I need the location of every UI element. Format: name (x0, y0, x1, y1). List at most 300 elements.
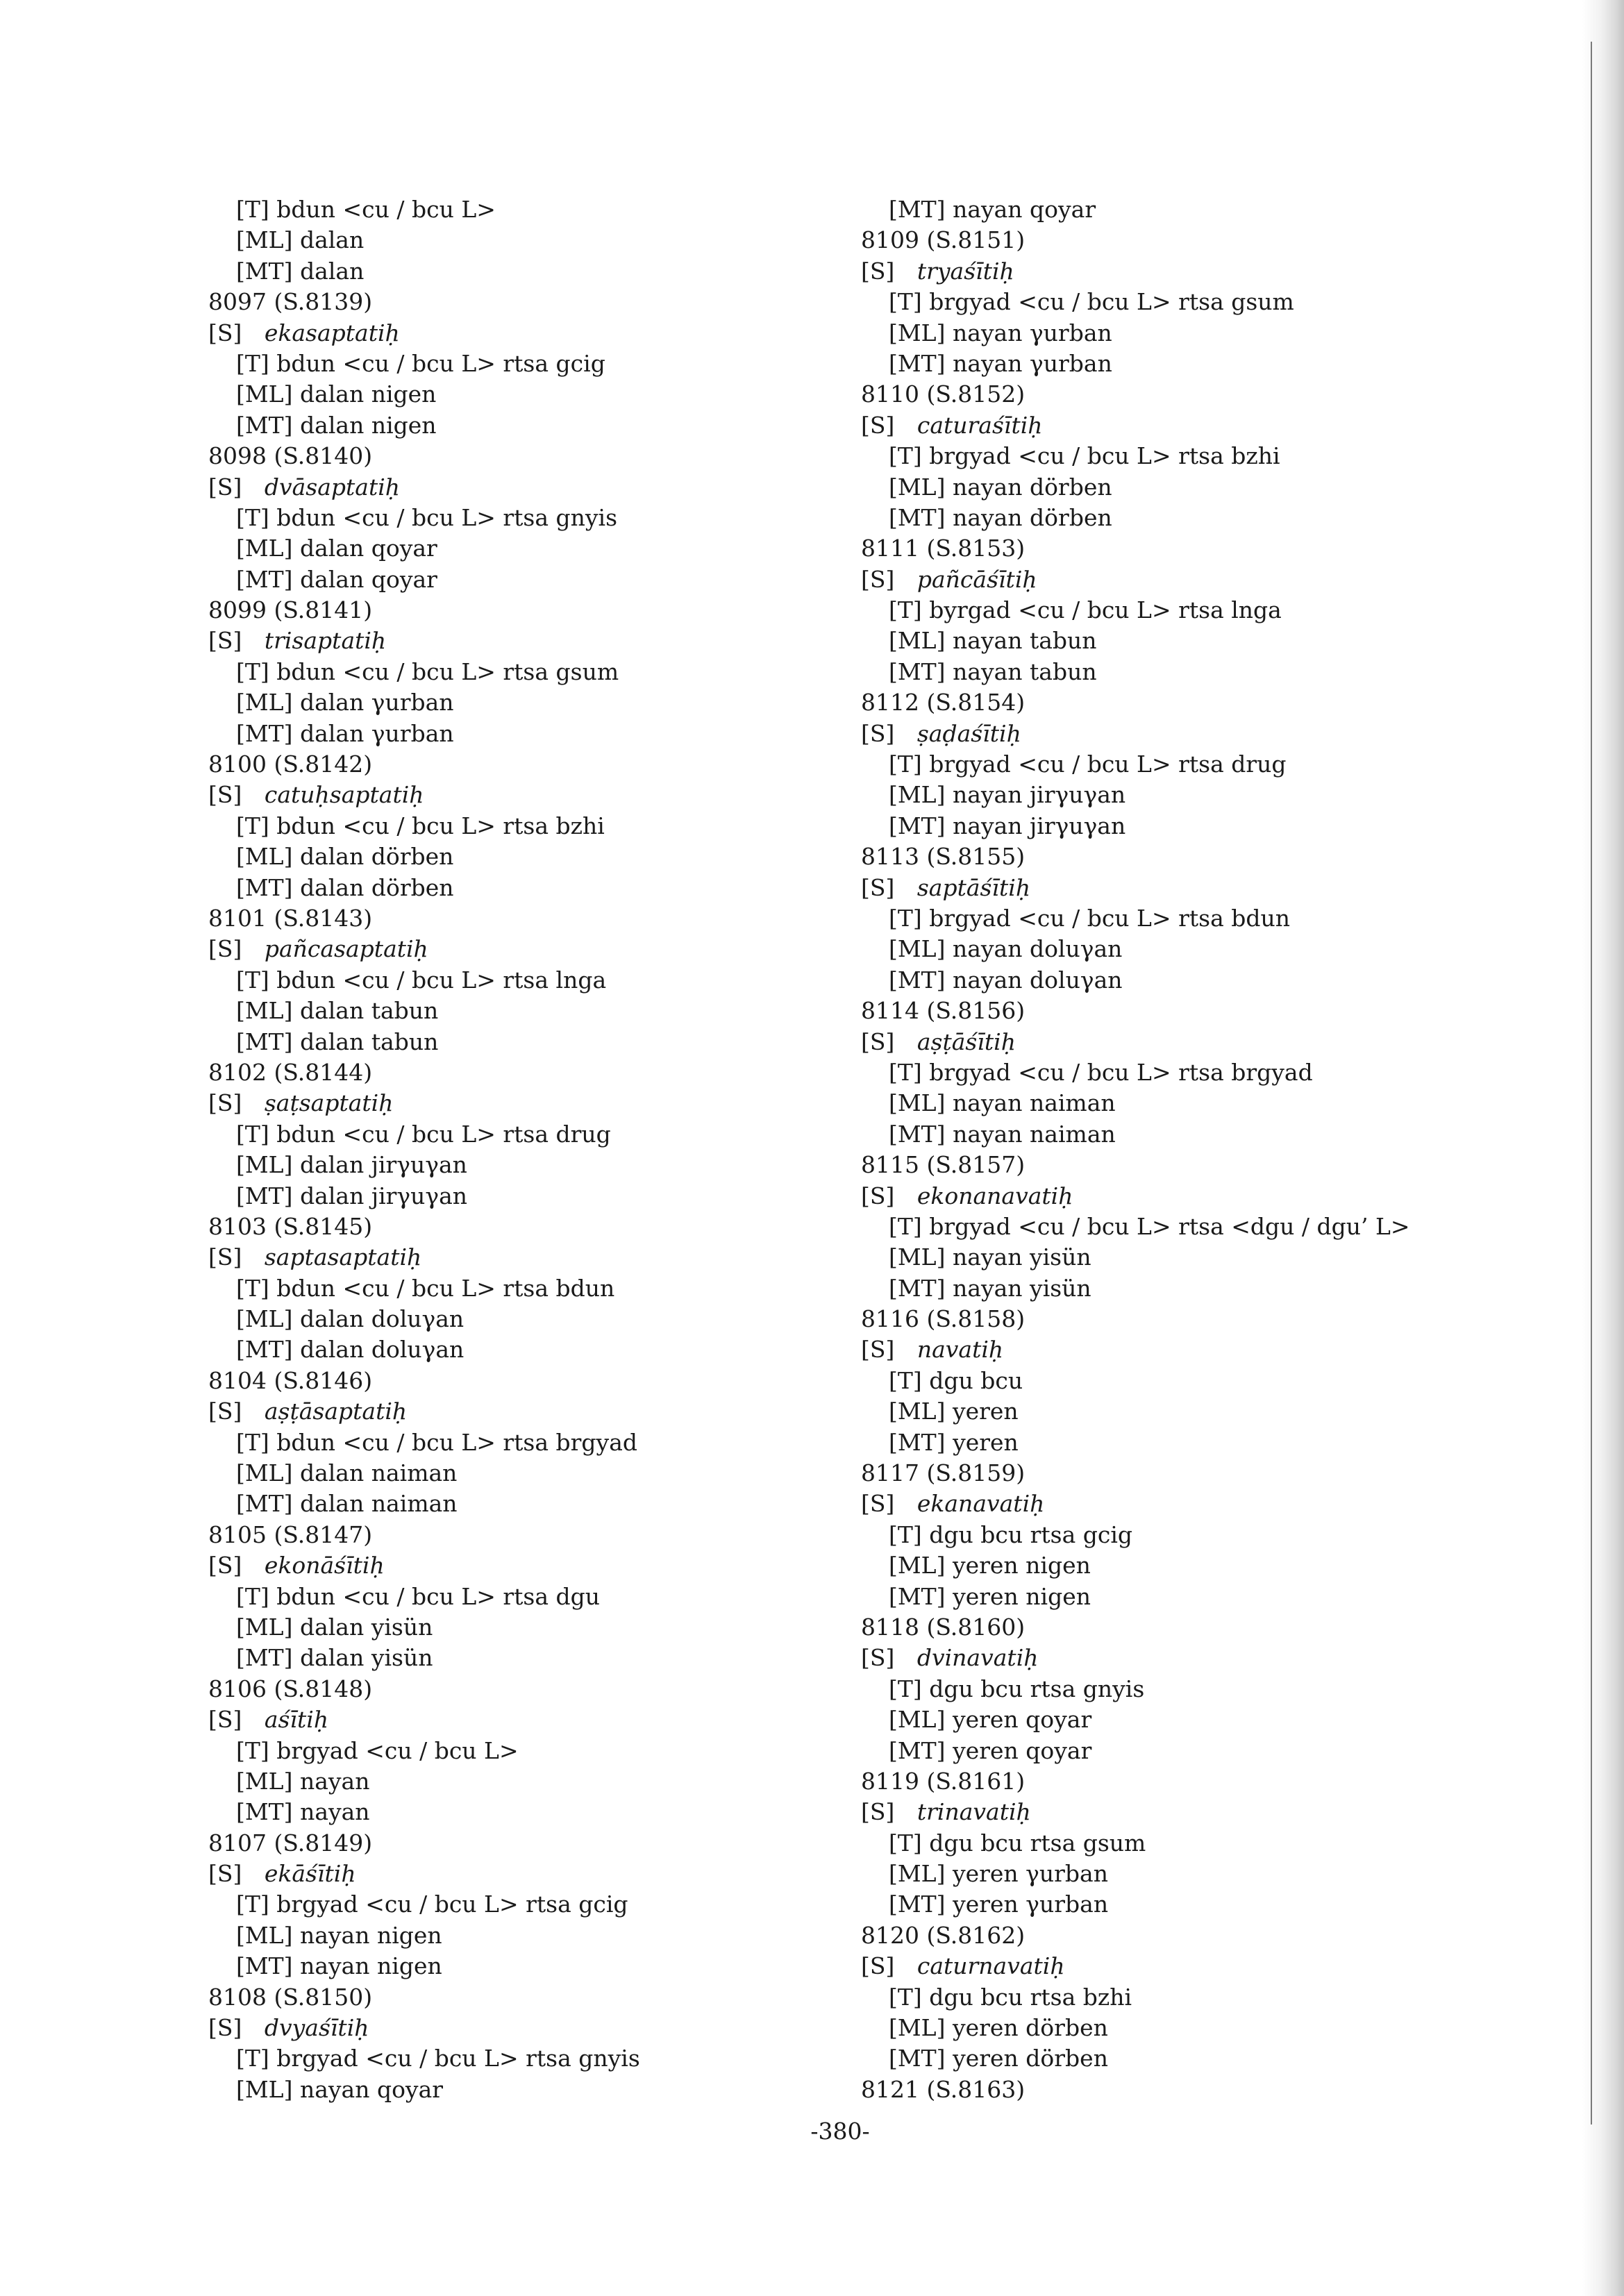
translation-term: dalan doluγan (300, 1336, 464, 1364)
sanskrit-term: saptāśītiḥ (916, 873, 1031, 901)
language-tag: [S] (208, 1089, 242, 1117)
translation-line (208, 873, 903, 903)
translation-line (208, 225, 903, 255)
language-tag: [ML] (889, 319, 946, 346)
entry-number: 8109 (S.8151) (861, 226, 1026, 254)
sanskrit-term: dvinavatiḥ (916, 1644, 1039, 1672)
language-tag: [MT] (889, 503, 946, 531)
translation-term: bdun <cu / bcu L> rtsa bzhi (276, 812, 605, 839)
entry-number: 8112 (S.8154) (861, 689, 1026, 717)
translation-line (861, 1550, 1555, 1581)
translation-term: nayan γurban (952, 319, 1112, 346)
translation-term: yeren dörben (952, 2014, 1108, 2042)
sanskrit-term: ekonanavatiḥ (916, 1182, 1073, 1209)
translation-line (208, 533, 903, 564)
translation-term: dgu bcu (929, 1366, 1023, 1394)
translation-line (861, 1212, 1555, 1242)
translation-line (208, 1951, 903, 1981)
language-tag: [T] (236, 1120, 269, 1148)
language-tag: [T] (236, 2045, 269, 2072)
translation-term: brgyad <cu / bcu L> rtsa bzhi (929, 442, 1280, 470)
language-tag: [MT] (236, 1336, 293, 1364)
language-tag: [ML] (236, 1921, 293, 1949)
translation-term: yeren nigen (952, 1552, 1091, 1579)
sanskrit-term: dvyaśītiḥ (264, 2014, 369, 2042)
sanskrit-line (208, 1550, 903, 1581)
translation-line (861, 934, 1555, 964)
language-tag: [T] (236, 196, 269, 223)
translation-line (208, 1736, 903, 1766)
translation-line (208, 996, 903, 1026)
page-number: -380- (810, 2118, 870, 2145)
translation-line (208, 1889, 903, 1920)
translation-line (208, 1334, 903, 1365)
language-tag: [T] (889, 596, 922, 624)
language-tag: [MT] (236, 1182, 293, 1209)
language-tag: [MT] (889, 812, 946, 839)
language-tag: [S] (861, 1336, 895, 1364)
language-tag: [MT] (236, 1644, 293, 1672)
translation-line (208, 1027, 903, 1057)
entry-number: 8116 (S.8158) (861, 1305, 1026, 1333)
language-tag: [ML] (236, 997, 293, 1025)
translation-term: bdun <cu / bcu L> rtsa gnyis (276, 503, 618, 531)
right-column (861, 194, 1555, 2105)
translation-line (861, 2043, 1555, 2074)
entry-number: 8107 (S.8149) (208, 1829, 373, 1857)
language-tag: [T] (889, 1675, 922, 1702)
sanskrit-term: ṣaṭsaptatiḥ (264, 1089, 394, 1117)
language-tag: [S] (861, 257, 895, 285)
language-tag: [MT] (236, 1490, 293, 1518)
translation-line (861, 1366, 1555, 1396)
language-tag: [T] (236, 812, 269, 839)
translation-term: nayan tabun (952, 627, 1097, 655)
language-tag: [ML] (889, 473, 946, 501)
language-tag: [T] (236, 1274, 269, 1302)
sanskrit-term: catuḥsaptatiḥ (264, 781, 424, 809)
entry-number: 8113 (S.8155) (861, 843, 1026, 871)
language-tag: [S] (861, 1182, 895, 1209)
translation-term: dalan jirγuγan (299, 1151, 467, 1179)
translation-line (208, 687, 903, 718)
translation-term: brgyad <cu / bcu L> rtsa <dgu / dgu’ L> (929, 1212, 1410, 1240)
language-tag: [T] (889, 751, 922, 778)
language-tag: [ML] (889, 1552, 946, 1579)
translation-term: yeren nigen (953, 1582, 1091, 1610)
entry-number: 8110 (S.8152) (861, 380, 1026, 408)
language-tag: [T] (889, 442, 922, 470)
sanskrit-line (861, 873, 1555, 903)
language-tag: [S] (208, 1552, 242, 1579)
language-tag: [S] (208, 1706, 242, 1734)
translation-term: brgyad <cu / bcu L> rtsa gsum (929, 288, 1294, 316)
translation-line (208, 719, 903, 749)
translation-term: dgu bcu rtsa gnyis (929, 1675, 1145, 1702)
language-tag: [MT] (236, 873, 293, 901)
language-tag: [S] (861, 1952, 895, 1980)
sanskrit-term: caturaśītiḥ (916, 411, 1043, 439)
translation-line (208, 503, 903, 533)
language-tag: [ML] (236, 226, 293, 254)
translation-term: nayan yisün (952, 1243, 1091, 1271)
translation-line (861, 441, 1555, 471)
language-tag: [T] (889, 904, 922, 932)
translation-term: nayan dörben (952, 473, 1112, 501)
entry-number: 8101 (S.8143) (208, 904, 373, 932)
sanskrit-term: tryaśītiḥ (916, 257, 1014, 285)
language-tag: [T] (236, 966, 269, 994)
translation-term: yeren (953, 1428, 1019, 1456)
translation-line (208, 811, 903, 841)
translation-line (208, 1119, 903, 1150)
sanskrit-line (208, 1242, 903, 1273)
translation-line (861, 1828, 1555, 1859)
language-tag: [S] (208, 627, 242, 655)
translation-line (861, 595, 1555, 626)
translation-line (861, 318, 1555, 349)
translation-term: nayan nigen (300, 1952, 442, 1980)
translation-term: bdun <cu / bcu L> rtsa bdun (276, 1274, 615, 1302)
translation-term: dalan nigen (300, 411, 437, 439)
entry-number: 8114 (S.8156) (861, 997, 1026, 1025)
sanskrit-line (861, 719, 1555, 749)
language-tag: [ML] (889, 781, 946, 809)
translation-term: byrgad <cu / bcu L> rtsa lnga (929, 596, 1282, 624)
translation-term: brgyad <cu / bcu L> (276, 1736, 519, 1764)
page-edge-line (1591, 42, 1592, 2125)
sanskrit-line (208, 1088, 903, 1118)
translation-term: dalan yisün (299, 1613, 433, 1641)
translation-line (861, 1582, 1555, 1612)
language-tag: [T] (889, 1983, 922, 2011)
translation-line (861, 1520, 1555, 1550)
sanskrit-term: trisaptatiḥ (264, 627, 387, 655)
language-tag: [ML] (889, 1243, 946, 1271)
language-tag: [MT] (889, 1891, 946, 1918)
translation-line (208, 1797, 903, 1827)
sanskrit-line (208, 780, 903, 810)
translation-line (208, 1458, 903, 1489)
translation-term: yeren γurban (952, 1860, 1108, 1888)
language-tag: [ML] (889, 1089, 946, 1117)
translation-term: dgu bcu rtsa gcig (929, 1520, 1133, 1548)
language-tag: [ML] (889, 627, 946, 655)
translation-term: dalan tabun (299, 997, 439, 1025)
translation-term: nayan jirγuγan (952, 781, 1126, 809)
language-tag: [ML] (236, 1459, 293, 1487)
language-tag: [MT] (889, 2045, 946, 2072)
translation-term: dalan γurban (299, 689, 454, 717)
sanskrit-term: ekāśītiḥ (264, 1860, 356, 1888)
language-tag: [T] (236, 657, 269, 685)
entry-number: 8099 (S.8141) (208, 596, 373, 624)
translation-line (861, 1396, 1555, 1427)
sanskrit-term: aṣṭāśītiḥ (916, 1028, 1016, 1055)
translation-term: brgyad <cu / bcu L> rtsa drug (929, 751, 1287, 778)
language-tag: [S] (861, 719, 895, 747)
language-tag: [MT] (889, 349, 946, 377)
language-tag: [T] (236, 349, 269, 377)
translation-line (208, 194, 903, 225)
language-tag: [ML] (236, 1767, 293, 1795)
sanskrit-line (208, 1396, 903, 1427)
translation-line (861, 811, 1555, 841)
language-tag: [S] (208, 319, 242, 346)
translation-term: brgyad <cu / bcu L> rtsa gnyis (276, 2045, 640, 2072)
translation-term: dalan jirγuγan (300, 1182, 468, 1209)
sanskrit-line (208, 626, 903, 656)
translation-term: nayan naiman (952, 1089, 1116, 1117)
sanskrit-term: caturnavatiḥ (916, 1952, 1065, 1980)
language-tag: [T] (889, 1520, 922, 1548)
sanskrit-line (861, 1951, 1555, 1981)
translation-term: bdun <cu / bcu L> rtsa drug (276, 1120, 611, 1148)
translation-line (861, 1704, 1555, 1735)
sanskrit-line (208, 2013, 903, 2043)
translation-line (208, 1273, 903, 1304)
entry-number: 8118 (S.8160) (861, 1613, 1026, 1641)
language-tag: [MT] (889, 966, 946, 994)
language-tag: [ML] (889, 935, 946, 963)
entry-number: 8097 (S.8139) (208, 288, 373, 316)
translation-line (861, 965, 1555, 996)
entry-number: 8120 (S.8162) (861, 1921, 1026, 1949)
language-tag: [S] (208, 781, 242, 809)
sanskrit-term: ekasaptatiḥ (264, 319, 400, 346)
translation-line (208, 1150, 903, 1180)
sanskrit-line (208, 1704, 903, 1735)
translation-line (208, 965, 903, 996)
entry-number: 8121 (S.8163) (861, 2075, 1026, 2103)
translation-line (208, 256, 903, 287)
language-tag: [S] (861, 1028, 895, 1055)
language-tag: [MT] (236, 1028, 293, 1055)
translation-line (861, 287, 1555, 317)
translation-line (861, 2013, 1555, 2043)
language-tag: [ML] (236, 1151, 293, 1179)
language-tag: [S] (208, 935, 242, 963)
translation-line (861, 349, 1555, 379)
translation-term: dalan naiman (300, 1490, 458, 1518)
sanskrit-line (208, 318, 903, 349)
sanskrit-term: pañcasaptatiḥ (264, 935, 428, 963)
language-tag: [MT] (236, 1952, 293, 1980)
language-tag: [MT] (889, 1428, 946, 1456)
language-tag: [S] (861, 411, 895, 439)
language-tag: [MT] (889, 1274, 946, 1302)
language-tag: [ML] (889, 1706, 946, 1734)
translation-term: nayan qoyar (299, 2075, 444, 2103)
translation-term: bdun <cu / bcu L> rtsa gsum (276, 657, 619, 685)
language-tag: [ML] (236, 689, 293, 717)
language-tag: [S] (208, 1243, 242, 1271)
sanskrit-term: aśītiḥ (264, 1706, 329, 1734)
language-tag: [T] (889, 1366, 922, 1394)
translation-line (208, 349, 903, 379)
translation-term: brgyad <cu / bcu L> rtsa bdun (929, 904, 1290, 932)
translation-line (208, 379, 903, 410)
translation-line (861, 749, 1555, 780)
translation-term: nayan jirγuγan (953, 812, 1126, 839)
translation-line (861, 194, 1555, 225)
translation-term: nayan yisün (953, 1274, 1091, 1302)
language-tag: [MT] (236, 411, 293, 439)
entry-number: 8100 (S.8142) (208, 751, 373, 778)
translation-line (208, 841, 903, 872)
translation-term: nayan nigen (299, 1921, 442, 1949)
language-tag: [MT] (889, 657, 946, 685)
scanned-page-edge (1582, 0, 1624, 2296)
entry-number: 8115 (S.8157) (861, 1151, 1026, 1179)
language-tag: [MT] (889, 196, 946, 223)
translation-line (861, 657, 1555, 687)
translation-term: dalan dörben (299, 843, 454, 871)
translation-term: dalan tabun (300, 1028, 439, 1055)
translation-line (861, 1889, 1555, 1920)
translation-term: brgyad <cu / bcu L> rtsa brgyad (929, 1058, 1313, 1086)
translation-term: dalan doluγan (299, 1305, 464, 1333)
translation-line (861, 1427, 1555, 1458)
language-tag: [ML] (236, 2075, 293, 2103)
sanskrit-term: trinavatiḥ (916, 1798, 1031, 1826)
language-tag: [T] (889, 1829, 922, 1857)
translation-line (208, 2075, 903, 2105)
language-tag: [MT] (236, 719, 293, 747)
left-column (208, 194, 903, 2105)
entry-number: 8106 (S.8148) (208, 1675, 373, 1702)
translation-line (861, 1273, 1555, 1304)
language-tag: [T] (236, 1428, 269, 1456)
sanskrit-line (861, 410, 1555, 441)
entry-number: 8117 (S.8159) (861, 1459, 1026, 1487)
translation-term: dalan naiman (299, 1459, 458, 1487)
entry-number: 8103 (S.8145) (208, 1212, 373, 1240)
translation-term: yeren (952, 1398, 1019, 1425)
language-tag: [MT] (236, 257, 293, 285)
language-tag: [T] (889, 1058, 922, 1086)
translation-line (861, 903, 1555, 934)
entry-number: 8102 (S.8144) (208, 1058, 373, 1086)
entry-number: 8098 (S.8140) (208, 442, 373, 470)
translation-term: bdun <cu / bcu L> rtsa dgu (276, 1582, 601, 1610)
translation-line (208, 1181, 903, 1212)
sanskrit-line (861, 1643, 1555, 1673)
translation-term: yeren qoyar (953, 1736, 1092, 1764)
translation-term: brgyad <cu / bcu L> rtsa gcig (276, 1891, 628, 1918)
language-tag: [S] (861, 1798, 895, 1826)
sanskrit-term: ṣaḍaśītiḥ (916, 719, 1021, 747)
entry-number: 8119 (S.8161) (861, 1767, 1026, 1795)
translation-line (861, 1119, 1555, 1150)
language-tag: [T] (236, 1736, 269, 1764)
translation-line (861, 1674, 1555, 1704)
translation-line (861, 780, 1555, 810)
language-tag: [S] (861, 873, 895, 901)
language-tag: [MT] (889, 1120, 946, 1148)
entry-number: 8105 (S.8147) (208, 1520, 373, 1548)
sanskrit-line (208, 1859, 903, 1889)
sanskrit-term: dvāsaptatiḥ (264, 473, 401, 501)
language-tag: [S] (208, 473, 242, 501)
translation-line (861, 1982, 1555, 2013)
translation-line (208, 564, 903, 595)
sanskrit-term: navatiḥ (916, 1336, 1004, 1364)
sanskrit-line (208, 934, 903, 964)
translation-line (861, 472, 1555, 503)
language-tag: [T] (889, 1212, 922, 1240)
translation-line (861, 503, 1555, 533)
translation-term: nayan naiman (953, 1120, 1116, 1148)
language-tag: [S] (208, 2014, 242, 2042)
entry-number: 8108 (S.8150) (208, 1983, 373, 2011)
sanskrit-line (861, 1489, 1555, 1519)
translation-term: dgu bcu rtsa bzhi (929, 1983, 1132, 2011)
translation-line (208, 1582, 903, 1612)
translation-line (208, 1643, 903, 1673)
translation-term: yeren dörben (953, 2045, 1108, 2072)
translation-line (208, 410, 903, 441)
language-tag: [ML] (889, 2014, 946, 2042)
language-tag: [ML] (236, 535, 293, 562)
translation-term: bdun <cu / bcu L> rtsa brgyad (276, 1428, 637, 1456)
translation-line (861, 1088, 1555, 1118)
entry-number: 8111 (S.8153) (861, 535, 1026, 562)
translation-term: nayan qoyar (953, 196, 1096, 223)
translation-term: nayan (300, 1798, 370, 1826)
translation-line (861, 1736, 1555, 1766)
translation-term: nayan tabun (953, 657, 1097, 685)
translation-term: bdun <cu / bcu L> (276, 196, 496, 223)
language-tag: [T] (236, 1891, 269, 1918)
language-tag: [T] (236, 503, 269, 531)
language-tag: [S] (861, 1490, 895, 1518)
translation-term: bdun <cu / bcu L> rtsa lnga (276, 966, 607, 994)
entry-number: 8104 (S.8146) (208, 1366, 373, 1394)
sanskrit-line (208, 472, 903, 503)
translation-term: nayan doluγan (953, 966, 1123, 994)
sanskrit-term: aṣṭāsaptatiḥ (264, 1398, 408, 1425)
sanskrit-term: ekonāśītiḥ (264, 1552, 385, 1579)
language-tag: [S] (208, 1398, 242, 1425)
language-tag: [MT] (236, 1798, 293, 1826)
language-tag: [S] (861, 1644, 895, 1672)
sanskrit-line (861, 1334, 1555, 1365)
translation-term: bdun <cu / bcu L> rtsa gcig (276, 349, 605, 377)
sanskrit-term: saptasaptatiḥ (264, 1243, 422, 1271)
language-tag: [ML] (236, 843, 293, 871)
translation-term: nayan dörben (953, 503, 1112, 531)
sanskrit-term: ekanavatiḥ (916, 1490, 1045, 1518)
translation-term: dalan qoyar (300, 565, 437, 593)
language-tag: [S] (861, 565, 895, 593)
translation-term: nayan (299, 1767, 370, 1795)
sanskrit-line (861, 564, 1555, 595)
translation-line (208, 1489, 903, 1519)
language-tag: [ML] (236, 1613, 293, 1641)
language-tag: [MT] (889, 1582, 946, 1610)
translation-line (208, 1766, 903, 1797)
translation-term: nayan γurban (953, 349, 1112, 377)
translation-line (861, 1859, 1555, 1889)
language-tag: [MT] (889, 1736, 946, 1764)
translation-line (861, 626, 1555, 656)
language-tag: [S] (208, 1860, 242, 1888)
translation-term: dalan nigen (299, 380, 437, 408)
translation-line (861, 1057, 1555, 1088)
translation-term: dalan (299, 226, 365, 254)
language-tag: [ML] (889, 1860, 946, 1888)
